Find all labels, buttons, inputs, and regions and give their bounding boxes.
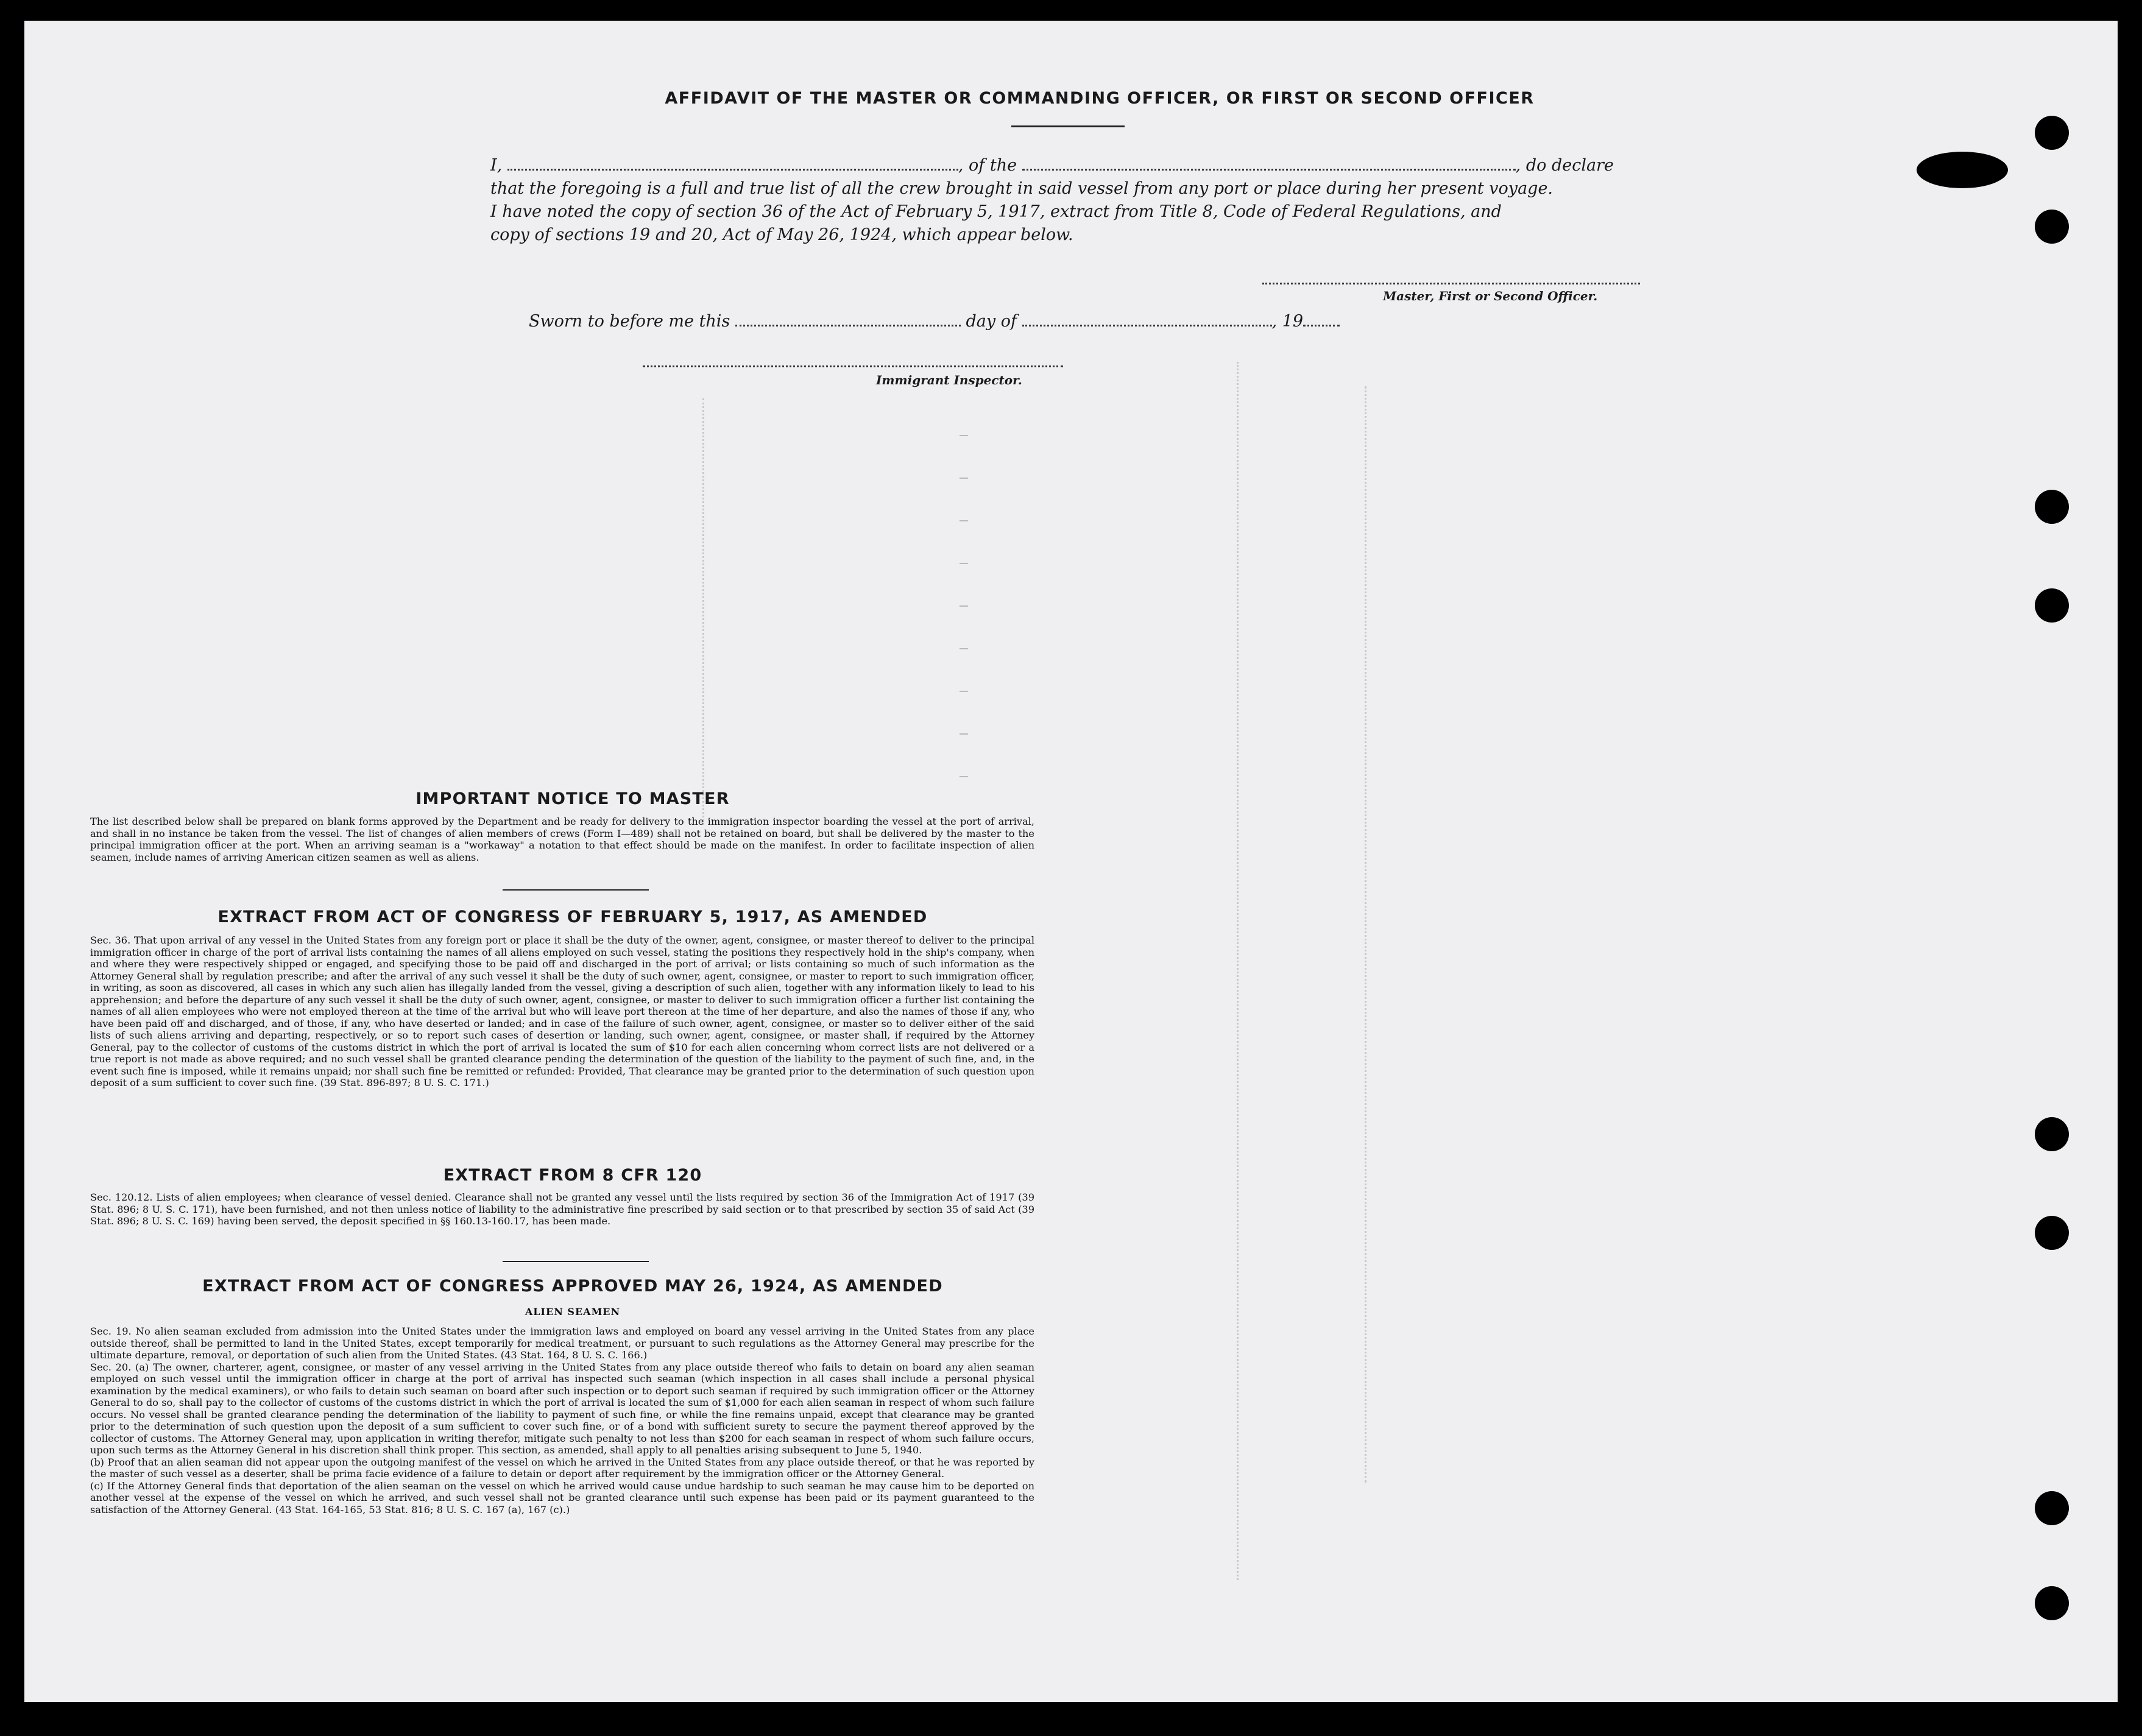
sec-19-text: Sec. 19. No alien seaman excluded from admission into the United States under the immigration laws and employed on board any vessel arriving in the United States from any place outside thereof, shall be permitted to land in the United States, except temporarily for medical treatment, or pursuant to such regulations as the Attorney General may prescribe for the ultimate departure, removal, or deportation of such alien from the United States. (43 Stat. 164, 8 U. S. C. 166.) (90, 1325, 1034, 1361)
sworn-month-blank[interactable] (1022, 324, 1272, 326)
day-of-label: day of (966, 312, 1017, 331)
affidavit-title: AFFIDAVIT OF THE MASTER OR COMMANDING OFFICER, OR FIRST OR SECOND OFFICER (665, 89, 1535, 108)
sworn-day-blank[interactable] (735, 324, 961, 326)
document-page (24, 21, 2118, 1702)
faint-tick (960, 605, 968, 607)
binder-hole (2035, 116, 2069, 150)
affidavit-line-4: copy of sections 19 and 20, Act of May 26, 1924, which appear below. (490, 225, 1073, 244)
ink-blot (1917, 152, 2008, 188)
extract-1917-title: EXTRACT FROM ACT OF CONGRESS OF FEBRUARY 5, 1917, AS AMENDED (217, 908, 928, 926)
faint-tick (960, 691, 968, 692)
faint-tick (960, 478, 968, 479)
extract-cfr-title: EXTRACT FROM 8 CFR 120 (443, 1166, 702, 1185)
year-label: , 19 (1271, 312, 1304, 331)
extract-cfr-body: Sec. 120.12. Lists of alien employees; when clearance of vessel denied. Clearance shall not be granted any vessel until the lists required by section 36 of the Immigration Act of 1917 (39 Stat. 896; 8 U. S. C. 171), have been furnished, and not then unless notice of liability to the administrative fine prescribed by said section or to that prescribed by section 35 of said Act (39 Stat. 896; 8 U. S. C. 169) having been served, the deposit specified in §§ 160.13-160.17, has been made. (90, 1191, 1034, 1227)
section-divider (503, 889, 649, 891)
binder-hole (2035, 210, 2069, 244)
alien-seamen-subtitle: ALIEN SEAMEN (525, 1306, 621, 1318)
declarant-name-blank[interactable] (507, 168, 958, 171)
title-divider (1011, 125, 1125, 127)
sworn-line (529, 312, 1340, 331)
faint-tick (960, 435, 968, 436)
faint-tick (960, 776, 968, 777)
binder-hole (2035, 1117, 2069, 1151)
inspector-signature-label: Immigrant Inspector. (876, 373, 1022, 387)
faint-tick (960, 733, 968, 735)
faint-column-guide (1365, 386, 1366, 1483)
extract-1924-title: EXTRACT FROM ACT OF CONGRESS APPROVED MAY 26, 1924, AS AMENDED (202, 1277, 943, 1296)
affidavit-line-2: that the foregoing is a full and true list of all the crew brought in said vessel from any port or place during her present voyage. (490, 179, 1553, 198)
sworn-prefix-label: Sworn to before me this (529, 312, 730, 331)
faint-tick (960, 520, 968, 521)
sec-20b-text: (b) Proof that an alien seaman did not appear upon the outgoing manifest of the vessel on which he arrived in the United States from any place outside thereof, or that he was reported by the master of such vessel as a deserter, shall be prima facie evidence of a failure to detain or deport after requirement by the immigration officer or the Attorney General. (90, 1456, 1034, 1480)
faint-tick (960, 563, 968, 564)
binder-hole (2035, 588, 2069, 623)
binder-hole (2035, 1586, 2069, 1620)
of-the-label: , of the (958, 156, 1017, 175)
binder-hole (2035, 490, 2069, 524)
extract-1924-body (90, 1325, 1034, 1515)
section-divider (503, 1261, 649, 1262)
notice-title: IMPORTANT NOTICE TO MASTER (415, 789, 730, 808)
declarant-line (490, 156, 1614, 175)
extract-1917-body: Sec. 36. That upon arrival of any vessel in the United States from any foreign port or place it shall be the duty of the owner, agent, consignee, or master thereof to deliver to the principal immigration officer in charge of the port of arrival lists containing the names of all aliens employed on such vessel, stating the positions they respectively hold in the ship's company, when and where they were respectively shipped or engaged, and specifying those to be paid off and discharged in the port of arrival; or lists containing so much of such information as the Attorney General shall by regulation prescribe; and after the arrival of any such vessel it shall be the duty of such owner, agent, consignee, or master to report to such immigration officer, in writing, as soon as discovered, all cases in which any such alien has illegally landed from the vessel, giving a description of such alien, together with any information likely to lead to his apprehension; and before the departure of any such vessel it shall be the duty of such owner, agent, consignee, or master to deliver to such immigration officer a further list containing the names of all alien employees who were not employed thereon at the time of the arrival but who will leave port thereon at the time of her departure, and also the names of those if any, who have been paid off and discharged, and of those, if any, who have deserted or landed; and in case of the failure of such owner, agent, consignee, or master so to deliver either of the said lists of such aliens arriving and departing, respectively, or so to report such cases of desertion or landing, such owner, agent, consignee, or master shall, if required by the Attorney General, pay to the collector of customs of the customs district in which the port of arrival is located the sum of $10 for each alien concerning whom correct lists are not delivered or a true report is not made as above required; and no such vessel shall be granted clearance pending the determination of the question of the liability to the payment of such fine, and, in the event such fine is imposed, while it remains unpaid; nor shall such fine be remitted or refunded: Provided, That clearance may be granted prior to the determination of such question upon deposit of a sum sufficient to cover such fine. (39 Stat. 896-897; 8 U. S. C. 171.) (90, 934, 1034, 1089)
declarant-i-label: I, (490, 156, 503, 175)
binder-hole (2035, 1216, 2069, 1250)
inspector-signature-line[interactable] (643, 365, 1063, 367)
sec-20c-text: (c) If the Attorney General finds that deportation of the alien seaman on the vessel on which he arrived would cause undue hardship to such seaman he may cause him to be deported on another vessel at the expense of the vessel on which he arrived, and such vessel shall not be granted clearance until such expense has been paid or its payment guaranteed to the satisfaction of the Attorney General. (43 Stat. 164-165, 53 Stat. 816; 8 U. S. C. 167 (a), 167 (c).) (90, 1480, 1034, 1515)
faint-column-guide (1237, 362, 1239, 1580)
binder-hole (2035, 1491, 2069, 1525)
vessel-name-blank[interactable] (1022, 168, 1516, 171)
affidavit-line-3: I have noted the copy of section 36 of the Act of February 5, 1917, extract from Title 8, Code of Federal Regulations, and (490, 202, 1502, 221)
faint-tick (960, 648, 968, 649)
master-signature-line[interactable] (1262, 283, 1640, 284)
faint-column-guide (702, 398, 704, 825)
notice-body: The list described below shall be prepared on blank forms approved by the Department and be ready for delivery to the immigration inspector boarding the vessel at the port of arrival, and shall in no instance be taken from the vessel. The list of changes of alien members of crews (Form I—489) shall not be retained on board, but shall be delivered by the master to the principal immigration officer at the port. When an arriving seaman is a "workaway" a notation to that effect should be made on the manifest. In order to facilitate inspection of alien seamen, include names of arriving American citizen seamen as well as aliens. (90, 816, 1034, 863)
sworn-year-blank[interactable] (1303, 324, 1340, 326)
sec-20a-text: Sec. 20. (a) The owner, charterer, agent, consignee, or master of any vessel arriving in the United States from any place outside thereof who fails to detain on board any alien seaman employed on such vessel until the immigration officer in charge at the port of arrival has inspected such seaman (which inspection in all cases shall include a personal physical examination by the medical examiners), or who fails to detain such seaman on board after such inspection or to deport such seaman if required by such immigration officer or the Attorney General to do so, shall pay to the collector of customs of the customs district in which the port of arrival is located the sum of $1,000 for each alien seaman in respect of whom such failure occurs. No vessel shall be granted clearance pending the determination of the liability to payment of such fine, or while the fine remains unpaid, except that clearance may be granted prior to the determination of such question upon the deposit of a sum sufficient to cover such fine, or of a bond with sufficient surety to secure the payment thereof approved by the collector of customs. The Attorney General may, upon application in writing therefor, mitigate such penalty to not less than $200 for each seaman in respect of whom such failure occurs, upon such terms as the Attorney General in his discretion shall think proper. This section, as amended, shall apply to all penalties arising subsequent to June 5, 1940. (90, 1361, 1034, 1456)
master-signature-label: Master, First or Second Officer. (1383, 289, 1598, 303)
do-declare-label: , do declare (1515, 156, 1614, 175)
